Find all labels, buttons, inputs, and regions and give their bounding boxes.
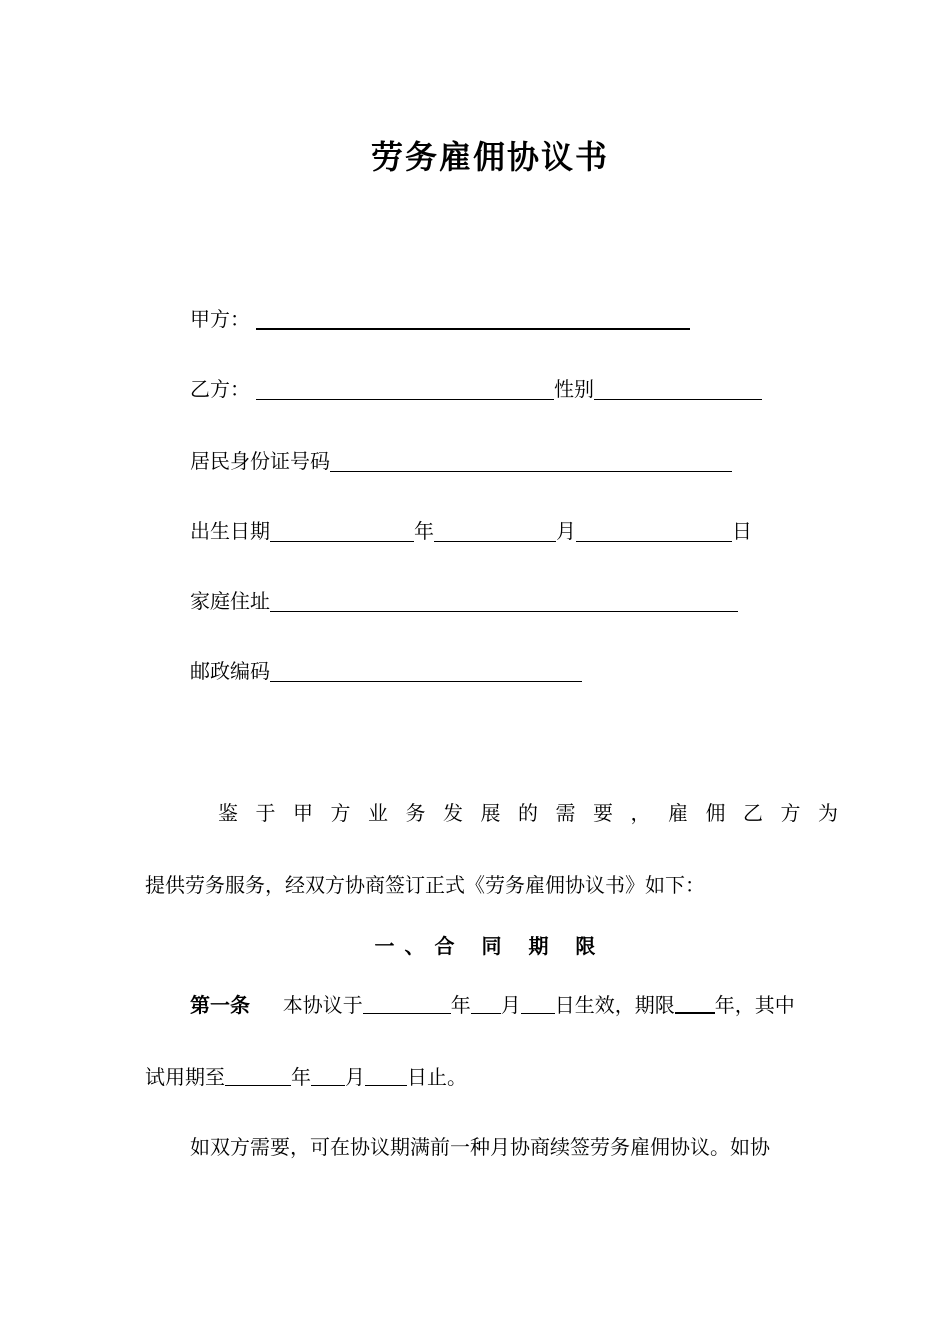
address-field <box>190 586 738 616</box>
postcode-field <box>190 656 582 686</box>
address-label: 家庭住址 <box>190 589 270 613</box>
preamble-char: 佣 <box>705 801 726 825</box>
preamble-char: 要 <box>593 801 613 825</box>
preamble-char: 为 <box>818 801 838 825</box>
article-1-text-a: 本协议于 <box>282 993 363 1017</box>
address-blank[interactable] <box>270 589 738 612</box>
term-years-label: 年，其中 <box>714 993 795 1017</box>
birth-month-blank[interactable] <box>434 519 556 542</box>
postcode-label: 邮政编码 <box>190 659 270 683</box>
gender-blank[interactable] <box>594 377 762 400</box>
trial-end-label: 日止。 <box>407 1065 467 1089</box>
article-1-line-2 <box>145 1062 467 1092</box>
party-b-field <box>190 374 762 404</box>
birth-date-label: 出生日期 <box>190 519 270 543</box>
party-b-blank[interactable] <box>256 377 554 400</box>
preamble-char: 于 <box>255 801 276 825</box>
party-b-label: 乙方： <box>190 377 250 401</box>
preamble-char: 务 <box>405 801 426 825</box>
term-years-blank[interactable] <box>675 992 715 1014</box>
id-number-label: 居民身份证号码 <box>190 449 330 473</box>
preamble-char: 需 <box>555 801 576 825</box>
preamble-char: 业 <box>368 801 388 825</box>
trial-month-label: 月 <box>345 1065 365 1089</box>
trial-year-blank[interactable] <box>225 1065 291 1086</box>
effective-day-blank[interactable] <box>521 993 555 1014</box>
preamble-char: ， <box>630 801 651 825</box>
effective-month-label: 月 <box>500 993 521 1017</box>
trial-day-blank[interactable] <box>365 1065 407 1086</box>
preamble-line-2: 提供劳务服务，经双方协商签订正式《劳务雇佣协议书》如下： <box>145 873 705 897</box>
section-heading-contract-term: 一、合 同 期 限 <box>374 934 606 958</box>
birth-date-field <box>190 516 752 546</box>
preamble-char: 发 <box>443 801 463 825</box>
trial-month-blank[interactable] <box>311 1065 345 1086</box>
birth-year-label: 年 <box>414 519 434 543</box>
effective-year-blank[interactable] <box>363 993 451 1014</box>
preamble-char: 方 <box>780 801 801 825</box>
trial-year-label: 年 <box>291 1065 311 1089</box>
party-a-field <box>190 304 690 334</box>
document-title: 劳务雇佣协议书 <box>370 138 609 176</box>
renewal-line: 如双方需要，可在协议期满前一种月协商续签劳务雇佣协议。如协 <box>190 1135 770 1159</box>
id-number-field <box>190 446 732 476</box>
party-a-blank[interactable] <box>256 306 690 330</box>
effective-month-blank[interactable] <box>471 993 501 1014</box>
gender-label: 性别 <box>554 377 594 401</box>
preamble-char: 甲 <box>293 801 313 825</box>
birth-day-blank[interactable] <box>576 519 732 542</box>
birth-year-blank[interactable] <box>270 519 414 542</box>
party-a-label: 甲方： <box>190 307 250 331</box>
preamble-char: 乙 <box>743 801 763 825</box>
birth-month-label: 月 <box>556 519 576 543</box>
preamble-char: 雇 <box>668 801 688 825</box>
id-number-blank[interactable] <box>330 449 732 472</box>
trial-prefix: 试用期至 <box>145 1065 225 1089</box>
birth-day-label: 日 <box>732 519 752 543</box>
effective-day-label: 日生效，期限 <box>554 993 675 1017</box>
preamble-char: 方 <box>330 801 351 825</box>
article-1-line-1 <box>190 990 840 1020</box>
article-1-label: 第一条 <box>190 993 250 1017</box>
postcode-blank[interactable] <box>270 659 582 682</box>
preamble-char: 展 <box>480 801 501 825</box>
preamble-char: 鉴 <box>218 801 238 825</box>
preamble-char: 的 <box>518 801 538 825</box>
effective-year-label: 年 <box>450 993 471 1017</box>
preamble-line-1 <box>218 798 838 828</box>
